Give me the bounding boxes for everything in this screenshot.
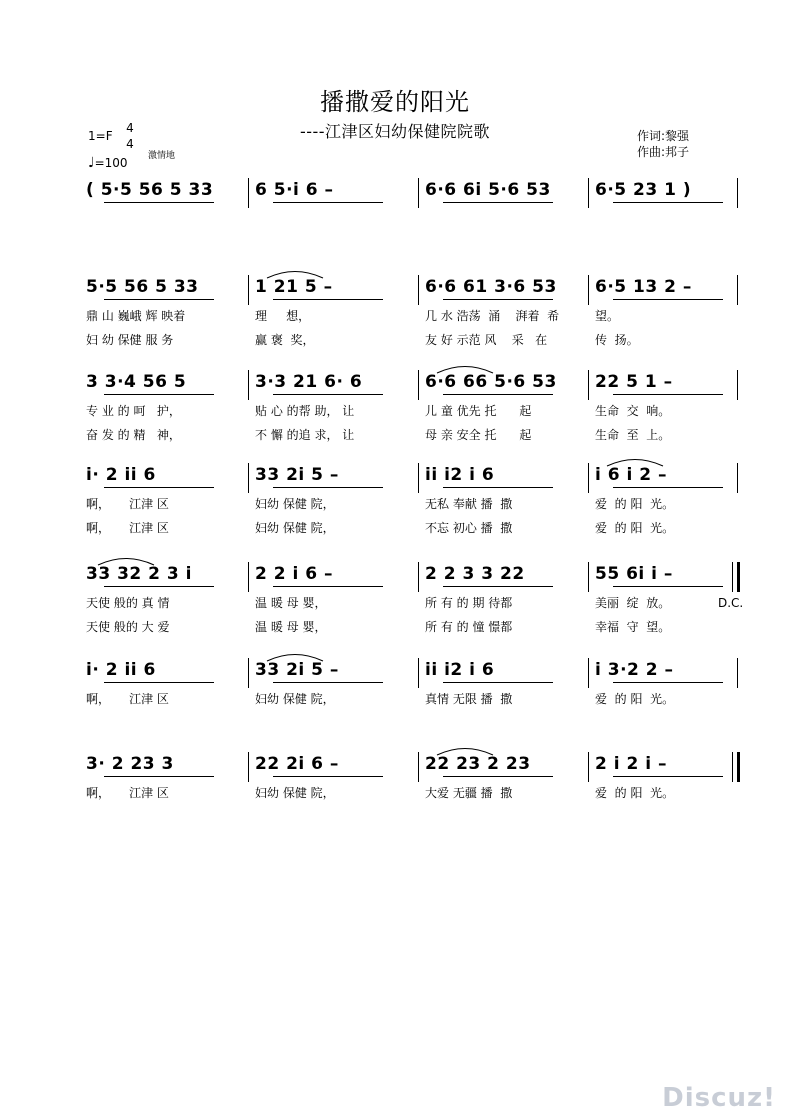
measure-notes: 33 2i 5 – xyxy=(255,660,339,680)
measure-notes: 6 5·i 6 – xyxy=(255,180,334,200)
lyric-verse-2: 温 暖 母 婴， xyxy=(255,620,327,634)
lyricist-credit: 作词:黎强 xyxy=(637,129,690,143)
end-barline xyxy=(737,562,740,592)
expression-mark: 激情地 xyxy=(148,151,176,161)
lyric-verse-1: 无私 奉献 播 撒 xyxy=(425,497,513,511)
measure-notes: 3 3·4 56 5 xyxy=(86,372,187,392)
slur-mark xyxy=(435,744,495,756)
end-barline xyxy=(737,752,740,782)
lyric-verse-2: 幸福 守 望。 xyxy=(595,620,671,634)
barline xyxy=(737,463,738,493)
barline xyxy=(732,752,733,782)
beam-line xyxy=(104,682,214,683)
barline xyxy=(588,178,589,208)
barline xyxy=(248,370,249,400)
beam-line xyxy=(443,487,553,488)
lyric-verse-2: 生命 至 上。 xyxy=(595,428,671,442)
slur-mark xyxy=(265,650,325,662)
lyric-verse-2: 不 懈 的追 求， 让 xyxy=(255,428,355,442)
lyric-verse-1: 啊， 江津 区 xyxy=(86,786,169,800)
lyric-verse-2: 妇幼 保健 院， xyxy=(255,521,335,535)
barline xyxy=(418,178,419,208)
barline xyxy=(418,658,419,688)
beam-line xyxy=(613,682,723,683)
beam-line xyxy=(104,487,214,488)
beam-line xyxy=(443,682,553,683)
song-title: 播撒爱的阳光 xyxy=(320,88,470,116)
lyric-verse-1: 专 业 的 呵 护， xyxy=(86,404,181,418)
barline xyxy=(248,463,249,493)
lyric-verse-2: 奋 发 的 精 神， xyxy=(86,428,181,442)
measure-notes: 6·5 13 2 – xyxy=(595,277,692,297)
measure-notes: 6·6 6i 5·6 53 xyxy=(425,180,551,200)
measure-notes: 6·6 61 3·6 53 xyxy=(425,277,557,297)
barline xyxy=(248,275,249,305)
barline xyxy=(588,370,589,400)
lyric-verse-2: 爱 的 阳 光。 xyxy=(595,521,675,535)
measure-notes: i· 2 ii 6 xyxy=(86,660,156,680)
beam-line xyxy=(104,776,214,777)
slur-mark xyxy=(265,267,325,279)
beam-line xyxy=(273,487,383,488)
lyric-verse-1: 真情 无限 播 撒 xyxy=(425,692,513,706)
time-signature-top: 4 xyxy=(126,121,134,135)
beam-line xyxy=(273,202,383,203)
barline xyxy=(248,658,249,688)
measure-notes: 2 i 2 i – xyxy=(595,754,667,774)
beam-line xyxy=(104,202,214,203)
measure-notes: 6·5 23 1 ) xyxy=(595,180,692,200)
barline xyxy=(737,370,738,400)
beam-line xyxy=(273,682,383,683)
measure-notes: ii i2 i 6 xyxy=(425,465,495,485)
lyric-verse-1: 爱 的 阳 光。 xyxy=(595,692,675,706)
lyric-verse-1: 所 有 的 期 待都 xyxy=(425,596,513,610)
lyric-verse-1: 儿 童 优先 托 起 xyxy=(425,404,532,418)
beam-line xyxy=(613,487,723,488)
lyric-verse-2: 所 有 的 憧 憬都 xyxy=(425,620,513,634)
measure-notes: i 6 i 2 – xyxy=(595,465,667,485)
barline xyxy=(418,463,419,493)
beam-line xyxy=(104,586,214,587)
lyric-verse-1: 爱 的 阳 光。 xyxy=(595,786,675,800)
lyric-verse-1: 美丽 绽 放。 xyxy=(595,596,671,610)
measure-notes: 5·5 56 5 33 xyxy=(86,277,199,297)
lyric-verse-2: 赢 褒 奖， xyxy=(255,333,315,347)
beam-line xyxy=(273,586,383,587)
lyric-verse-1: 妇幼 保健 院， xyxy=(255,786,335,800)
measure-notes: 3·3 21 6· 6 xyxy=(255,372,363,392)
barline xyxy=(588,658,589,688)
barline xyxy=(588,275,589,305)
lyric-verse-1: 望。 xyxy=(595,309,620,323)
composer-credit: 作曲:邦子 xyxy=(637,145,690,159)
measure-notes: 33 2i 5 – xyxy=(255,465,339,485)
measure-notes: i· 2 ii 6 xyxy=(86,465,156,485)
barline xyxy=(732,562,733,592)
beam-line xyxy=(443,776,553,777)
lyric-verse-2: 啊， 江津 区 xyxy=(86,521,169,535)
slur-mark xyxy=(96,554,156,566)
measure-notes: 33 32 2 3 i xyxy=(86,564,192,584)
tempo-mark xyxy=(88,155,128,171)
measure-notes: 6·6 66 5·6 53 xyxy=(425,372,557,392)
lyric-verse-1: 妇幼 保健 院， xyxy=(255,692,335,706)
lyric-verse-1: 温 暖 母 婴， xyxy=(255,596,327,610)
lyric-verse-1: 理 想， xyxy=(255,309,311,323)
barline xyxy=(737,178,738,208)
measure-notes: ii i2 i 6 xyxy=(425,660,495,680)
lyric-verse-1: 妇幼 保健 院， xyxy=(255,497,335,511)
lyric-verse-1: 鼎 山 巍峨 辉 映着 xyxy=(86,309,186,323)
measure-notes: 22 2i 6 – xyxy=(255,754,339,774)
barline xyxy=(248,178,249,208)
key-signature: 1=F xyxy=(88,129,113,143)
tempo-value: =100 xyxy=(94,156,128,170)
lyric-verse-2: 传 扬。 xyxy=(595,333,639,347)
barline xyxy=(418,275,419,305)
barline xyxy=(418,370,419,400)
beam-line xyxy=(613,776,723,777)
measure-notes: 1 21 5 – xyxy=(255,277,333,297)
slur-mark xyxy=(435,362,495,374)
lyric-verse-2: 不忘 初心 播 撒 xyxy=(425,521,513,535)
lyric-verse-2: 天使 般的 大 爱 xyxy=(86,620,170,634)
beam-line xyxy=(273,776,383,777)
lyric-verse-1: 大爱 无疆 播 撒 xyxy=(425,786,513,800)
barline xyxy=(588,562,589,592)
barline xyxy=(588,463,589,493)
watermark: Discuz! xyxy=(662,1083,776,1113)
beam-line xyxy=(443,394,553,395)
barline xyxy=(588,752,589,782)
lyric-verse-2: 妇 幼 保健 服 务 xyxy=(86,333,174,347)
song-subtitle: ----江津区妇幼保健院院歌 xyxy=(299,122,491,141)
beam-line xyxy=(443,299,553,300)
da-capo-mark: D.C. xyxy=(718,596,744,610)
lyric-verse-1: 几 水 浩荡 涌 湃着 希 xyxy=(425,309,560,323)
lyric-verse-1: 啊， 江津 区 xyxy=(86,692,169,706)
beam-line xyxy=(443,586,553,587)
beam-line xyxy=(104,394,214,395)
beam-line xyxy=(273,394,383,395)
barline xyxy=(737,275,738,305)
barline xyxy=(737,658,738,688)
lyric-verse-1: 生命 交 响。 xyxy=(595,404,671,418)
lyric-verse-1: 啊， 江津 区 xyxy=(86,497,169,511)
measure-notes: 2 2 3 3 22 xyxy=(425,564,525,584)
beam-line xyxy=(613,202,723,203)
lyric-verse-1: 天使 般的 真 情 xyxy=(86,596,170,610)
quarter-note-icon: ♩ xyxy=(88,155,95,171)
measure-notes: 55 6i i – xyxy=(595,564,673,584)
time-signature-bottom: 4 xyxy=(126,137,134,151)
measure-notes: i 3·2 2 – xyxy=(595,660,674,680)
beam-line xyxy=(613,299,723,300)
lyric-verse-2: 母 亲 安全 托 起 xyxy=(425,428,532,442)
slur-mark xyxy=(605,455,665,467)
barline xyxy=(248,562,249,592)
beam-line xyxy=(104,299,214,300)
lyric-verse-1: 贴 心 的帮 助， 让 xyxy=(255,404,355,418)
lyric-verse-1: 爱 的 阳 光。 xyxy=(595,497,675,511)
beam-line xyxy=(443,202,553,203)
beam-line xyxy=(613,394,723,395)
measure-notes: 3· 2 23 3 xyxy=(86,754,174,774)
beam-line xyxy=(273,299,383,300)
measure-notes: 22 5 1 – xyxy=(595,372,673,392)
time-signature xyxy=(125,120,135,152)
barline xyxy=(248,752,249,782)
beam-line xyxy=(613,586,723,587)
barline xyxy=(418,752,419,782)
measure-notes: ( 5·5 56 5 33 xyxy=(86,180,214,200)
measure-notes: 2 2 i 6 – xyxy=(255,564,333,584)
measure-notes: 22 23 2 23 xyxy=(425,754,531,774)
lyric-verse-2: 友 好 示范 风 采 在 xyxy=(425,333,548,347)
barline xyxy=(418,562,419,592)
